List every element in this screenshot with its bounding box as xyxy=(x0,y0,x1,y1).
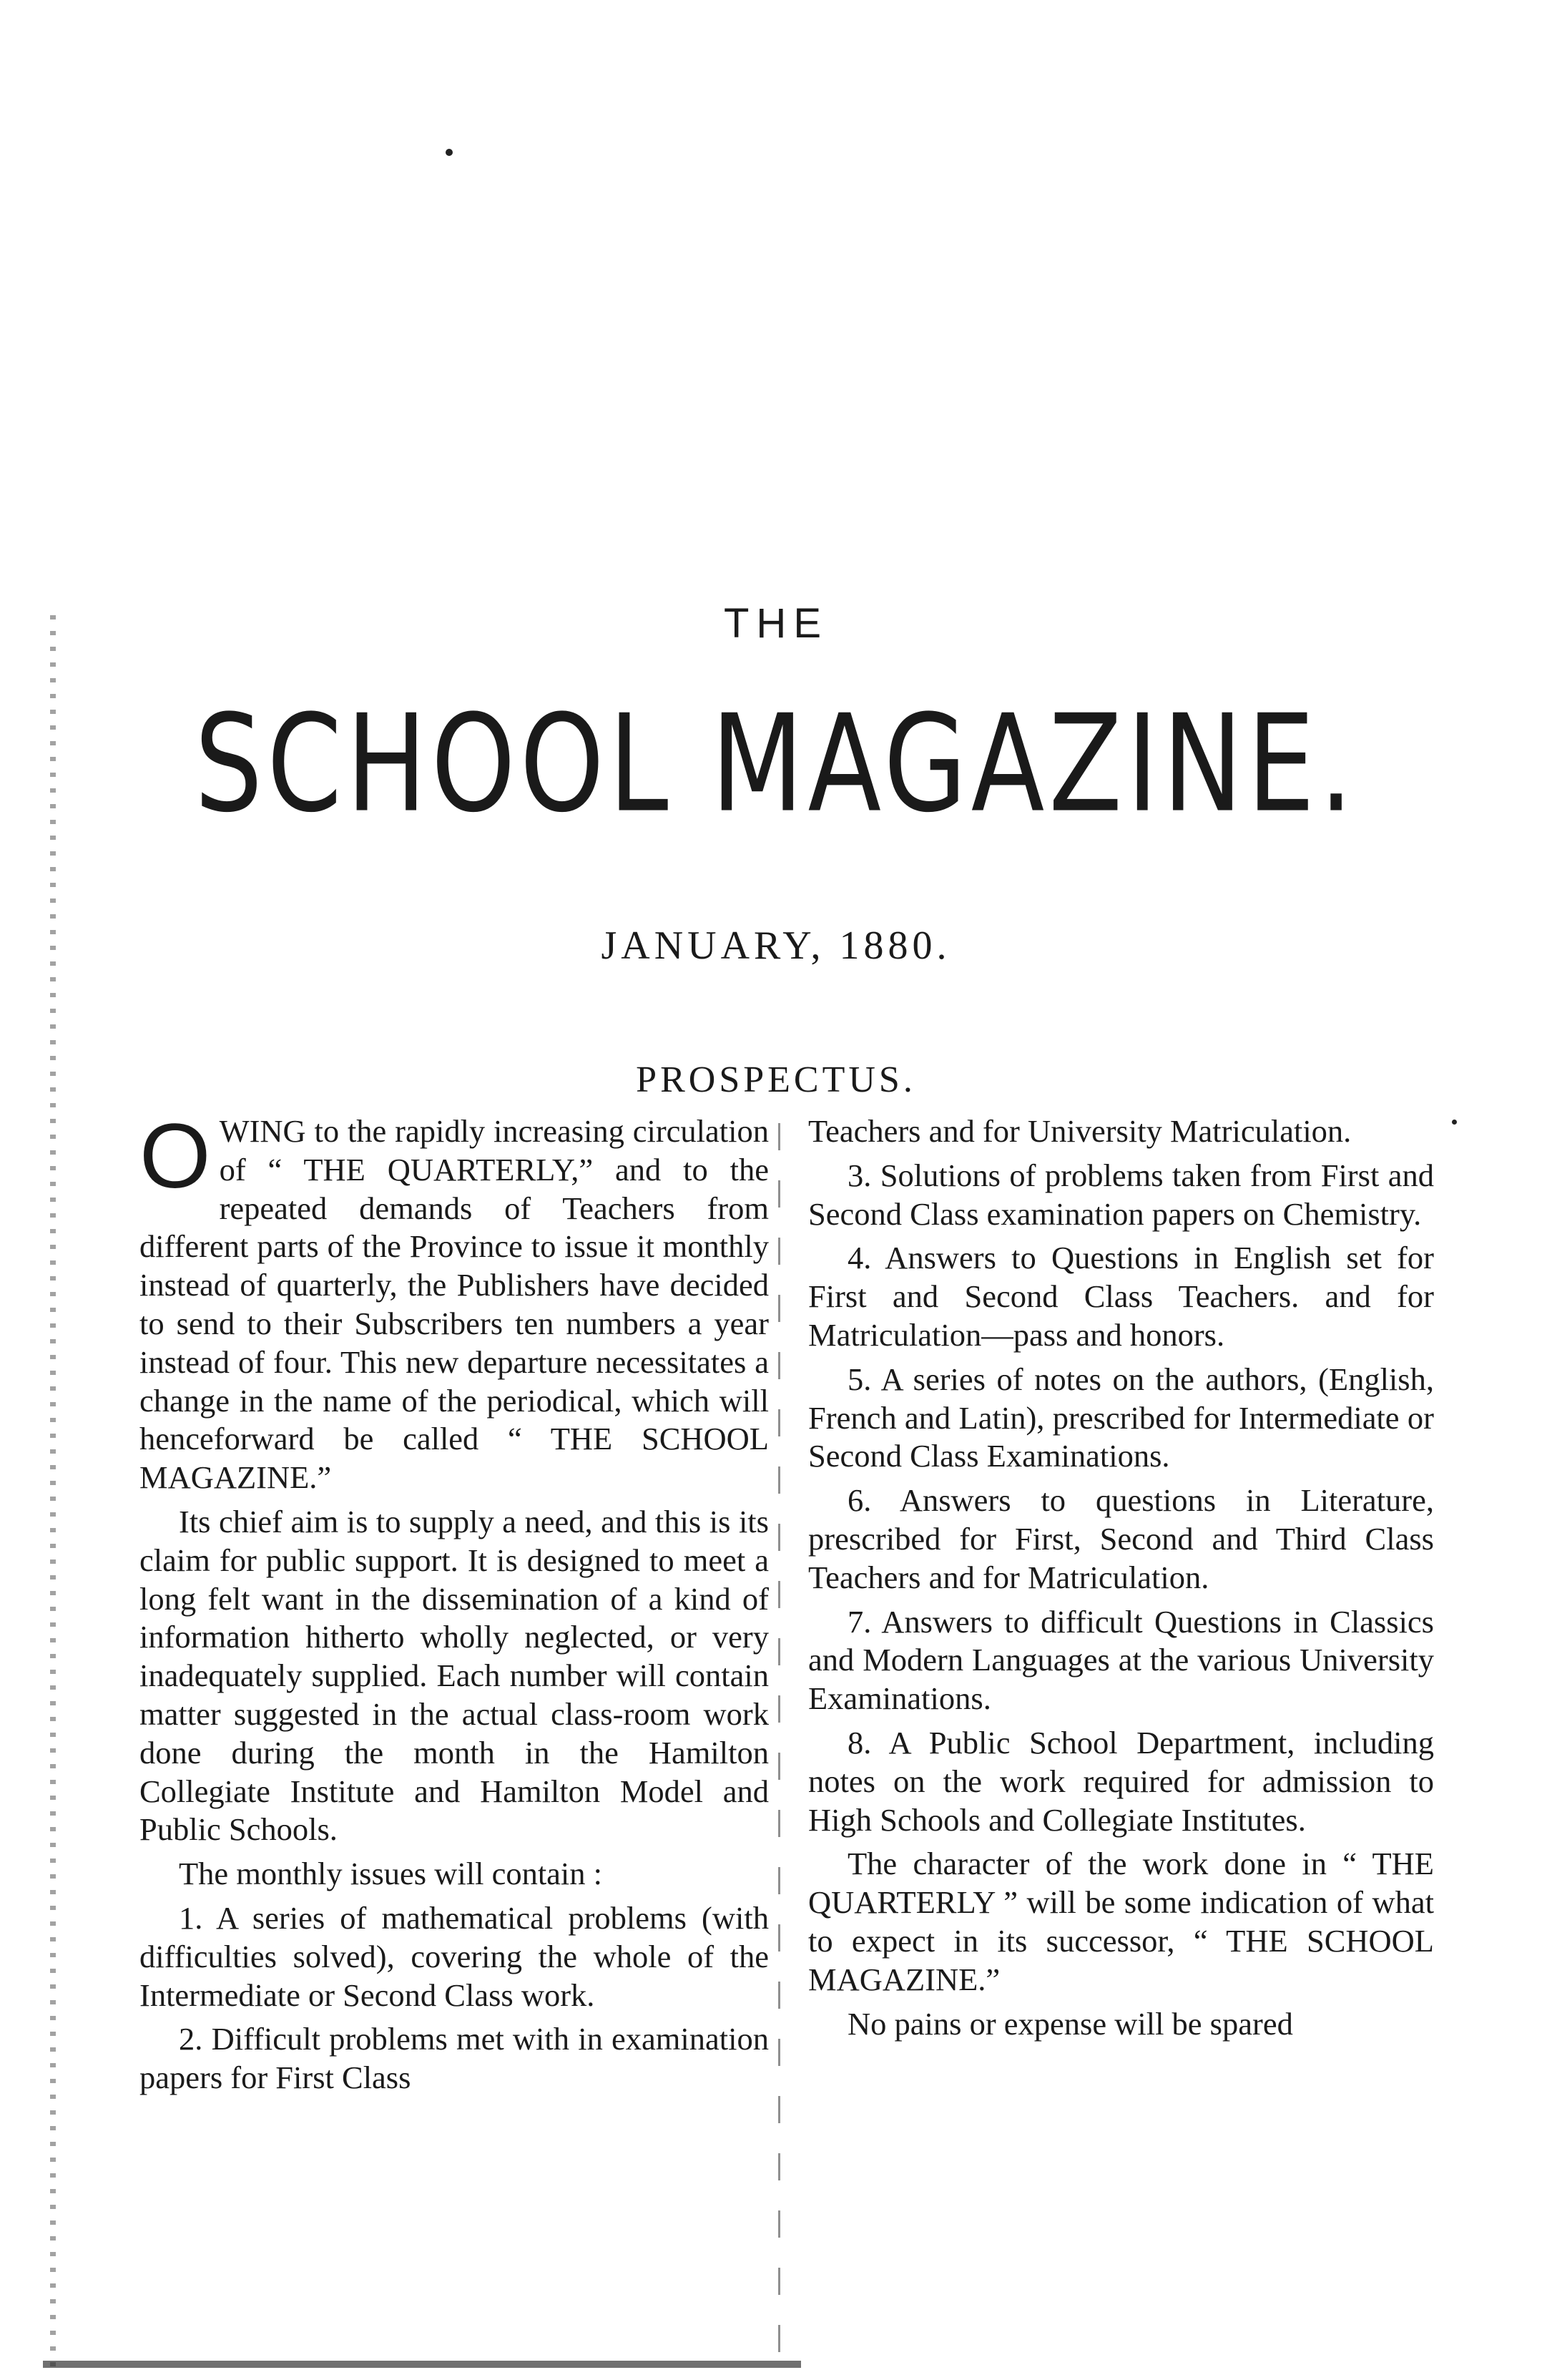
left-column xyxy=(139,1105,769,2103)
intro-paragraph-text: WING to the rapidly increasing circulation of “ THE QUARTERLY,” and to the repeated demands of Teachers from different parts of the Province to issue it monthly instead of quarterly, the Publishers have decided to send to their Subscribers ten numbers a year instead of four. This new departure necessitates a change in the name of the periodical, which will henceforward be called “ THE SCHOOL MAGAZINE.” xyxy=(139,1113,769,1496)
list-item-1: 1. A series of mathematical problems (with difficulties solved), covering the whole of the Intermediate or Second Class work. xyxy=(139,1899,769,2013)
page-bottom-edge xyxy=(43,2361,801,2368)
binding-edge-shadow xyxy=(50,615,56,2375)
section-title: PROSPECTUS. xyxy=(636,1059,916,1100)
drop-cap: O xyxy=(139,1105,211,1208)
list-item-7: 7. Answers to difficult Questions in Classics and Modern Languages at the various University Examinations. xyxy=(808,1603,1434,1717)
masthead-title: SCHOOL MAGAZINE. xyxy=(194,687,1358,843)
character-paragraph: The character of the work done in “ THE QUARTERLY ” will be some indication of what to expect in its successor, “ THE SCHOOL MAGAZINE.” xyxy=(808,1846,1434,1997)
ink-speck xyxy=(446,149,453,156)
list-item-3: 3. Solutions of problems taken from First and Second Class examination papers on Chemistry. xyxy=(808,1157,1434,1232)
column-divider xyxy=(778,1123,780,2368)
aim-paragraph: Its chief aim is to supply a need, and this is its claim for public support. It is designed to meet a long felt want in the dissemination of a kind of information hitherto wholly neglected, or very inadequately supplied. Each number will contain matter suggested in the actual class-room work done during the month in the Hamilton Collegiate Institute and Hamilton Model and Public Schools. xyxy=(139,1503,769,1848)
contents-intro: The monthly issues will contain : xyxy=(179,1856,603,1892)
intro-paragraph xyxy=(139,1105,769,1497)
list-item-2-continued: Teachers and for University Matriculation. xyxy=(808,1113,1352,1149)
list-item-6: 6. Answers to questions in Literature, prescribed for First, Second and Third Class Teachers and for Matriculation. xyxy=(808,1482,1434,1595)
list-item-4: 4. Answers to Questions in English set for First and Second Class Teachers. and for Matriculation—pass and honors. xyxy=(808,1240,1434,1353)
list-item-2: 2. Difficult problems met with in examination papers for First Class xyxy=(139,2021,769,2096)
ink-speck xyxy=(1452,1120,1457,1125)
list-item-8: 8. A Public School Department, including notes on the work required for admission to High Schools and Collegiate Institutes. xyxy=(808,1724,1434,1838)
masthead-the: THE xyxy=(724,600,828,647)
pains-paragraph: No pains or expense will be spared xyxy=(848,2005,1293,2042)
list-item-5: 5. A series of notes on the authors, (English, French and Latin), prescribed for Intermediate or Second Class Examinations. xyxy=(808,1361,1434,1474)
right-column xyxy=(808,1112,1434,2049)
issue-date: JANUARY, 1880. xyxy=(601,924,951,968)
